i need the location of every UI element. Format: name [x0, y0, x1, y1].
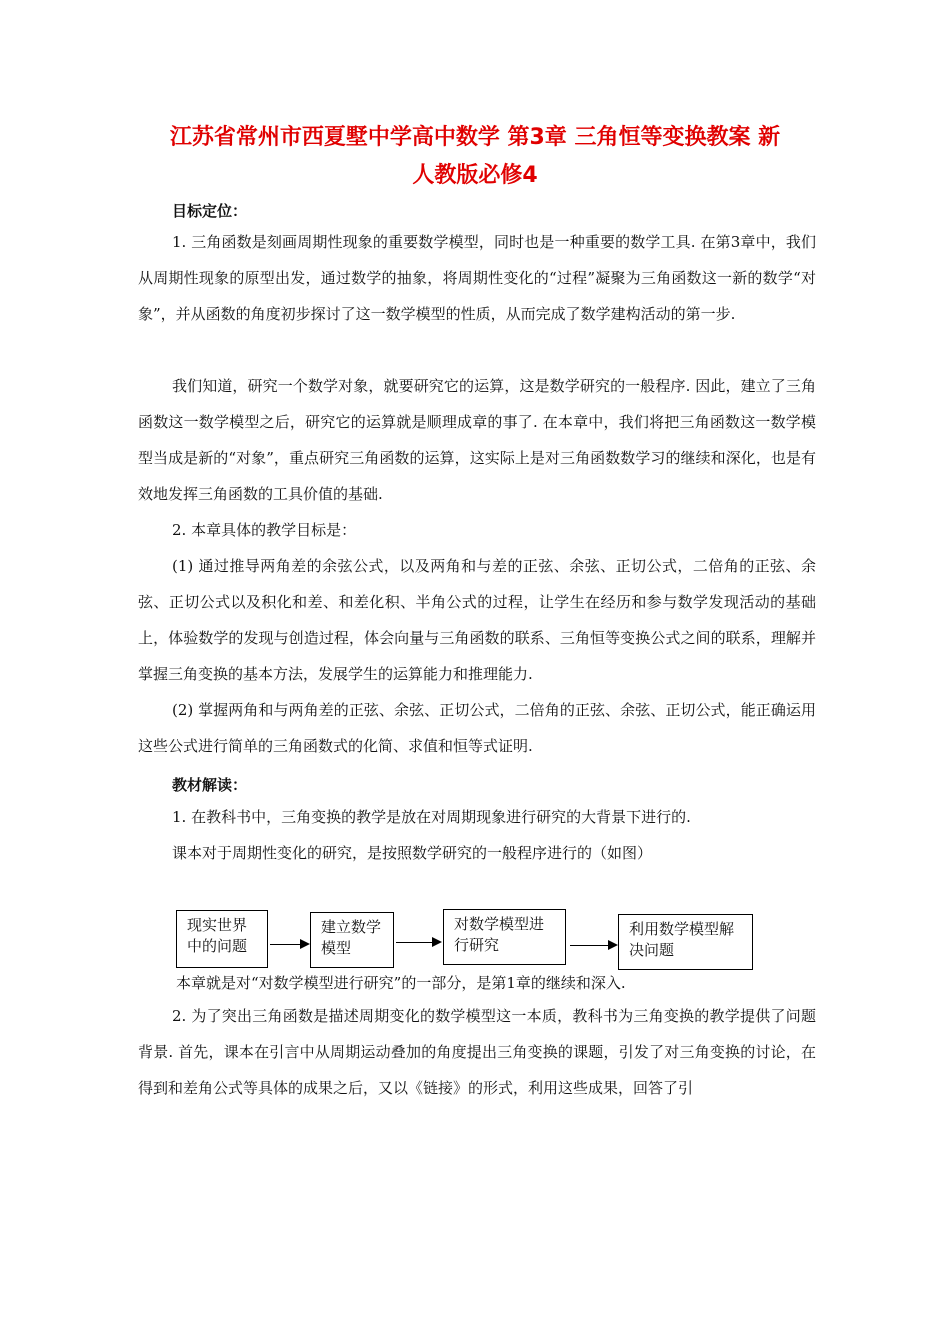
- material-paragraph-4: 2. 为了突出三角函数是描述周期变化的数学模型这一本质，教科书为三角变换的教学提供了问题背景. 首先，课本在引言中从周期运动叠加的角度提出三角变换的课题，引发了对三角变换的讨论，在得到和差角公式等具体的成果之后，又以《链接》的形式，利用这些成果，回答了引: [138, 1007, 816, 1097]
- material-paragraph-3: 本章就是对“对数学模型进行研究”的一部分，是第1章的继续和深入.: [176, 974, 626, 992]
- material-paragraph-2: 课本对于周期性变化的研究，是按照数学研究的一般程序进行的（如图）: [172, 844, 653, 862]
- goal-paragraph-1: 1. 三角函数是刻画周期性现象的重要数学模型，同时也是一种重要的数学工具. 在第3章中，我们从周期性现象的原型出发，通过数学的抽象，将周期性变化的“过程”凝聚为三角函数这一新的数学“对象”，并从函数的角度初步探讨了这一数学模型的性质，从而完成了数学建构活动的第一步.: [138, 233, 816, 323]
- flow-box-build-model: 建立数学模型: [310, 912, 394, 968]
- goal-paragraph-2: 我们知道，研究一个数学对象，就要研究它的运算，这是数学研究的一般程序. 因此，建立了三角函数这一数学模型之后，研究它的运算就是顺理成章的事了. 在本章中，我们将把三角函数这一数学模型当成是新的“对象”，重点研究三角函数的运算，这实际上是对三角函数数学习的继续和深化，也是有效地发挥三角函数的工具价值的基础.: [138, 377, 816, 503]
- material-paragraph-1: 1. 在教科书中，三角变换的教学是放在对周期现象进行研究的大背景下进行的.: [172, 808, 691, 826]
- goal-paragraph-3: 2. 本章具体的教学目标是：: [172, 521, 357, 539]
- goal-paragraph-4: (1) 通过推导两角差的余弦公式，以及两角和与差的正弦、余弦、正切公式，二倍角的正弦、余弦、正切公式以及积化和差、和差化积、半角公式的过程，让学生在经历和参与数学发现活动的基础上，体验数学的发现与创造过程，体会向量与三角函数的联系、三角恒等变换公式之间的联系，理解并掌握三角变换的基本方法，发展学生的运算能力和推理能力.: [138, 557, 816, 683]
- flow-box-real-world: 现实世界中的问题: [176, 910, 268, 968]
- flow-box-study-model: 对数学模型进行研究: [443, 909, 566, 965]
- goal-paragraph-5: (2) 掌握两角和与两角差的正弦、余弦、正切公式，二倍角的正弦、余弦、正切公式，能正确运用这些公式进行简单的三角函数式的化简、求值和恒等式证明.: [138, 701, 816, 755]
- document-title-line-1: 江苏省常州市西夏墅中学高中数学 第3章 三角恒等变换教案 新: [169, 125, 781, 150]
- goal-heading: 目标定位：: [172, 202, 248, 220]
- material-heading: 教材解读：: [172, 776, 248, 794]
- document-title-line-2: 人教版必修4: [412, 163, 538, 188]
- flow-box-solve-problem: 利用数学模型解决问题: [618, 914, 753, 970]
- flow-arrow-3: [570, 945, 616, 946]
- flow-arrow-1: [270, 944, 308, 945]
- flow-arrow-2: [396, 942, 440, 943]
